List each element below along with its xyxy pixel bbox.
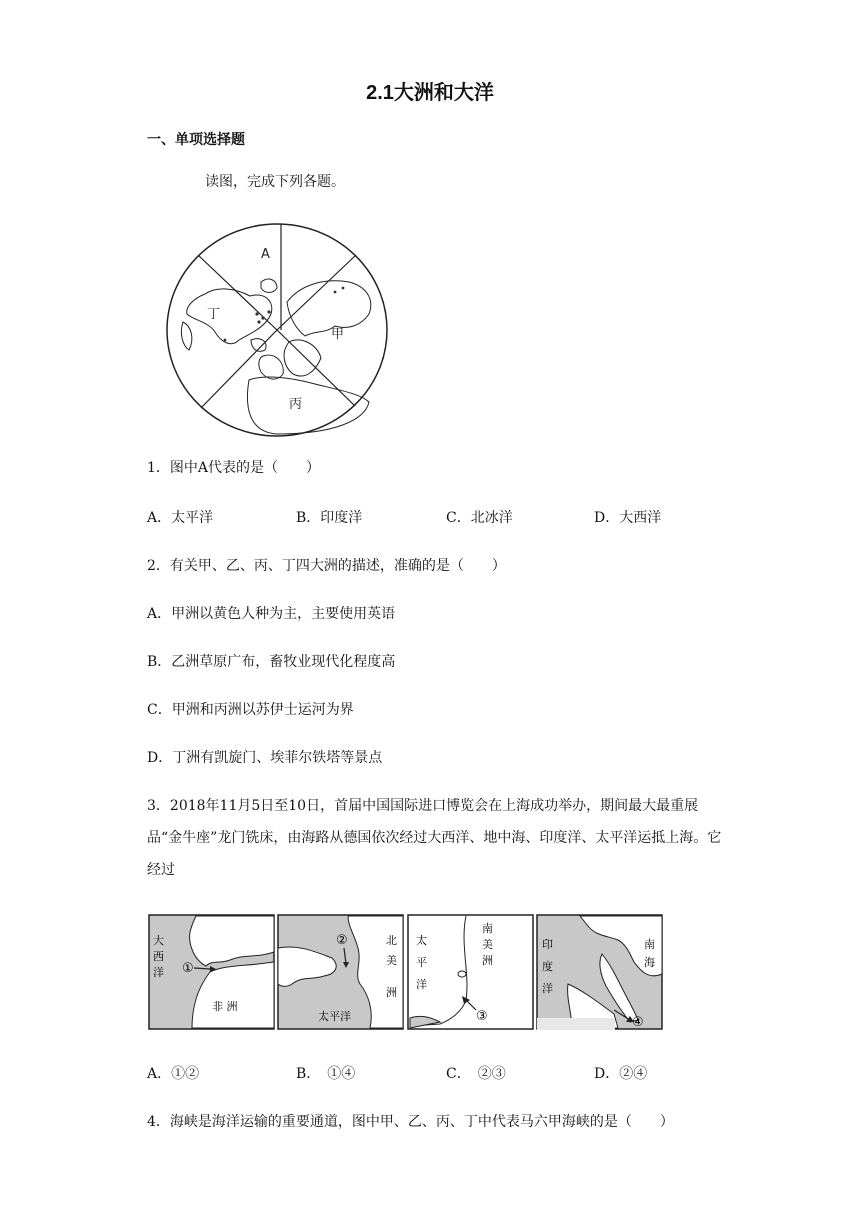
map1-ocean-1: 大 (153, 934, 164, 947)
map1-mark: ① (182, 961, 194, 976)
q2-option-b[interactable]: B．乙洲草原广布，畜牧业现代化程度高 (147, 654, 396, 670)
strait-map-1 (149, 915, 274, 1029)
q3-option-d[interactable]: D．②④ (594, 1066, 648, 1082)
map2-ocean: 太平洋 (318, 1010, 351, 1023)
map4-ocean-3: 洋 (542, 982, 553, 995)
map2-land-2: 美 (386, 954, 397, 967)
q3-option-b[interactable]: B． ①④ (296, 1066, 356, 1082)
q4-stem: 4．海峡是海洋运输的重要通道，图中甲、乙、丙、丁中代表马六甲海峡的是（ ） (147, 1114, 674, 1130)
map3-land-3: 洲 (482, 954, 493, 967)
map3-ocean-3: 洋 (416, 978, 427, 991)
strait-map-2 (278, 915, 403, 1029)
strait-map-3 (408, 915, 533, 1029)
q1-option-d[interactable]: D．大西洋 (594, 510, 662, 526)
map1-land: 非 洲 (212, 1000, 238, 1013)
strait-maps (148, 914, 666, 1032)
label-bing: 丙 (289, 397, 303, 412)
label-ding: 丁 (207, 307, 221, 322)
section-heading: 一、单项选择题 (147, 131, 245, 147)
map3-land-1: 南 (482, 922, 493, 935)
q2-option-c[interactable]: C．甲洲和丙洲以苏伊士运河为界 (147, 702, 354, 718)
map2-mark: ② (336, 933, 348, 948)
map3-land-2: 美 (482, 938, 493, 951)
map4-mark: ④ (632, 1015, 644, 1030)
map3-mark: ③ (476, 1009, 488, 1024)
label-jia: 甲 (331, 327, 345, 342)
q3-option-c[interactable]: C． ②③ (446, 1066, 506, 1082)
polar-world-map (165, 222, 389, 438)
q3-option-a[interactable]: A．①② (147, 1066, 200, 1082)
q1-stem: 1．图中A代表的是（ ） (147, 460, 321, 476)
map3-ocean-1: 太 (416, 934, 427, 947)
map3-ocean-2: 平 (416, 956, 427, 969)
q2-option-a[interactable]: A．甲洲以黄色人种为主，主要使用英语 (147, 606, 396, 622)
map4-sea-1: 南 (644, 938, 655, 951)
map1-ocean-3: 洋 (153, 966, 164, 979)
q3-stem: 3．2018年11月5日至10日，首届中国国际进口博览会在上海成功举办，期间最大最重展品“金牛座”龙门铣床，由海路从德国依次经过大西洋、地中海、印度洋、太平洋运抵上海。它经过 (147, 798, 722, 878)
q2-option-d[interactable]: D．丁洲有凯旋门、埃菲尔铁塔等景点 (147, 750, 383, 766)
label-a: A (261, 247, 270, 262)
page-title: 2.1大洲和大洋 (366, 82, 494, 104)
q1-option-a[interactable]: A．太平洋 (147, 510, 214, 526)
map1-ocean-2: 西 (153, 950, 164, 963)
map2-land-3: 洲 (386, 986, 397, 999)
map4-ocean-1: 印 (542, 938, 553, 951)
q1-option-c[interactable]: C．北冰洋 (446, 510, 513, 526)
map4-ocean-2: 度 (542, 960, 553, 973)
q2-stem: 2．有关甲、乙、丙、丁四大洲的描述，准确的是（ ） (147, 558, 506, 574)
strait-map-4 (537, 915, 662, 1030)
map4-sea-2: 海 (644, 956, 655, 969)
intro-text: 读图，完成下列各题。 (205, 174, 345, 190)
map2-land-1: 北 (386, 934, 397, 947)
q1-option-b[interactable]: B．印度洋 (296, 510, 363, 526)
